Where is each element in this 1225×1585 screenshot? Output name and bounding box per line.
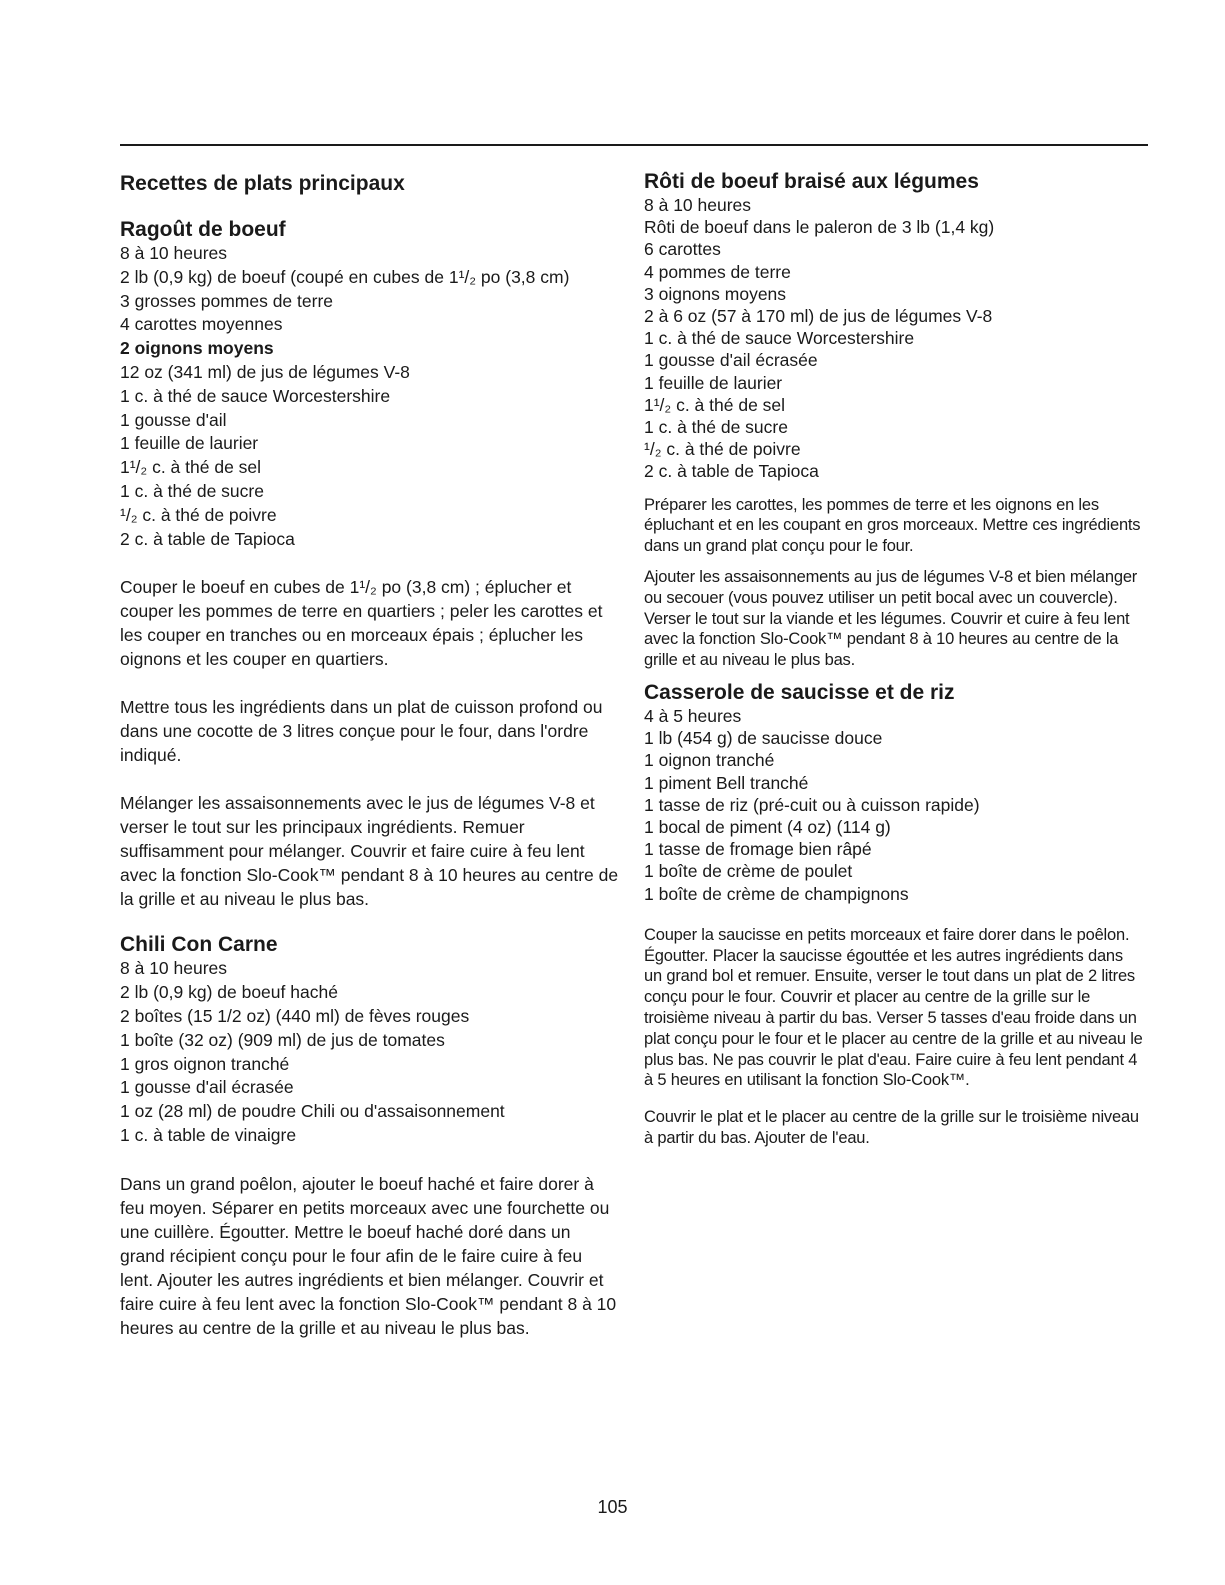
instruction-paragraph: Couper le boeuf en cubes de 1¹/₂ po (3,8 cm) ; éplucher et couper les pommes de terre en quartiers ; peler les carottes et les couper en tranches ou en morceaux épais ; éplucher les oignons et les couper en quartiers. <box>120 577 603 670</box>
ingredient: ¹/₂ c. à thé de poivre <box>120 504 277 525</box>
ingredient: 2 c. à table de Tapioca <box>644 461 819 482</box>
recipe-title-chili: Chili Con Carne <box>120 933 278 957</box>
ingredient: 3 oignons moyens <box>644 283 787 304</box>
recipe-title-casserole: Casserole de saucisse et de riz <box>644 681 955 705</box>
ingredient: 1 c. à table de vinaigre <box>120 1124 297 1145</box>
instruction-paragraph: Mettre tous les ingrédients dans un plat de cuisson profond ou dans une cocotte de 3 litres conçue pour le four, dans l'ordre indiqué. <box>120 697 603 766</box>
ingredient: 4 à 5 heures <box>644 706 742 727</box>
ingredient: Rôti de boeuf dans le paleron de 3 lb (1,4 kg) <box>644 217 995 238</box>
ingredient: 1¹/₂ c. à thé de sel <box>120 457 262 478</box>
header-rule <box>120 144 1148 146</box>
ingredient: 8 à 10 heures <box>644 195 752 215</box>
ingredient: 6 carottes <box>644 239 721 260</box>
recipe-title-ragout: Ragoût de boeuf <box>120 218 286 241</box>
ingredient: 1 c. à thé de sucre <box>120 480 264 501</box>
ingredient-list-ragout <box>120 242 620 551</box>
ingredient: 1 tasse de riz (pré-cuit ou à cuisson rapide) <box>644 794 980 815</box>
ingredient: 2 à 6 oz (57 à 170 ml) de jus de légumes V-8 <box>644 306 993 327</box>
ingredient: 1¹/₂ c. à thé de sel <box>644 394 786 415</box>
ingredient-list-casserole <box>644 705 1144 905</box>
ingredient: 8 à 10 heures <box>120 958 228 979</box>
ingredient-list-roti <box>644 194 1144 483</box>
ingredient: 1 bocal de piment (4 oz) (114 g) <box>644 817 891 838</box>
ingredient: 2 lb (0,9 kg) de boeuf (coupé en cubes de 1¹/₂ po (3,8 cm) <box>120 266 570 287</box>
ingredient: 1 c. à thé de sauce Worcestershire <box>120 385 391 406</box>
ingredient: 2 boîtes (15 1/2 oz) (440 ml) de fèves rouges <box>120 1005 470 1026</box>
ingredient: 1 c. à thé de sucre <box>644 417 788 438</box>
ingredient: 4 carottes moyennes <box>120 314 283 335</box>
ingredient: 2 lb (0,9 kg) de boeuf haché <box>120 982 338 1003</box>
ingredient: 2 oignons moyens <box>120 338 274 359</box>
instruction-paragraph: Mélanger les assaisonnements avec le jus de légumes V-8 et verser le tout sur les principaux ingrédients. Remuer suffisamment pour mélanger. Couvrir et faire cuire à feu lent avec la fonction Slo-Cook™ pendant 8 à 10 heures au centre de la grille et au niveau le plus bas. <box>120 793 619 910</box>
ingredient: 1 tasse de fromage bien râpé <box>644 839 872 860</box>
ingredient: 1 boîte de crème de poulet <box>644 861 853 882</box>
ingredient: 1 feuille de laurier <box>120 433 259 454</box>
ingredient: 3 grosses pommes de terre <box>120 290 334 311</box>
ingredient-list-chili <box>120 957 620 1147</box>
ingredient: 1 oignon tranché <box>644 750 775 771</box>
ingredient: 1 gousse d'ail écrasée <box>644 350 818 371</box>
instruction-paragraph: Couvrir le plat et le placer au centre de la grille sur le troisième niveau à partir du bas. Ajouter de l'eau. <box>644 1108 1139 1148</box>
ingredient: 1 boîte de crème de champignons <box>644 883 909 904</box>
recipe-title-roti: Rôti de boeuf braisé aux légumes <box>644 170 979 193</box>
page-number: 105 <box>597 1497 628 1517</box>
right-column <box>644 170 1144 1149</box>
ingredient: 1 gousse d'ail écrasée <box>120 1077 294 1098</box>
ingredient: 12 oz (341 ml) de jus de légumes V-8 <box>120 361 410 382</box>
section-title: Recettes de plats principaux <box>120 172 405 195</box>
left-column <box>120 170 620 1340</box>
ingredient: 1 gousse d'ail <box>120 409 227 430</box>
ingredient: 1 piment Bell tranché <box>644 772 809 793</box>
ingredient: ¹/₂ c. à thé de poivre <box>644 439 801 460</box>
ingredient: 8 à 10 heures <box>120 243 228 263</box>
ingredient: 1 boîte (32 oz) (909 ml) de jus de tomates <box>120 1029 445 1050</box>
ingredient: 1 lb (454 g) de saucisse douce <box>644 728 883 749</box>
instruction-paragraph: Préparer les carottes, les pommes de terre et les oignons en les épluchant et en les coupant en gros morceaux. Mettre ces ingrédients dans un grand plat conçu pour le four. <box>644 495 1141 556</box>
ingredient: 1 feuille de laurier <box>644 372 783 393</box>
instruction-paragraph: Dans un grand poêlon, ajouter le boeuf haché et faire dorer à feu moyen. Séparer en petits morceaux avec une fourchette ou une cuillère. Égoutter. Mettre le boeuf haché doré dans un grand récipient conçu pour le four afin de le faire cuire à feu lent. Ajouter les autres ingrédients et bien mélanger. Couvrir et faire cuire à feu lent avec la fonction Slo-Cook™ pendant 8 à 10 heures au centre de la grille et au niveau le plus bas. <box>120 1173 617 1338</box>
ingredient: 1 oz (28 ml) de poudre Chili ou d'assaisonnement <box>120 1101 505 1122</box>
instruction-paragraph: Ajouter les assaisonnements au jus de légumes V-8 et bien mélanger ou secouer (vous pouvez utiliser un petit bocal avec un couvercle). Verser le tout sur la viande et les légumes. Couvrir et cuire à feu lent avec la fonction Slo-Cook™ pendant 8 à 10 heures au centre de la grille et au niveau le plus bas. <box>644 568 1138 670</box>
ingredient: 1 gros oignon tranché <box>120 1053 290 1074</box>
ingredient: 1 c. à thé de sauce Worcestershire <box>644 328 915 349</box>
ingredient: 2 c. à table de Tapioca <box>120 528 295 549</box>
ingredient: 4 pommes de terre <box>644 261 791 282</box>
instruction-paragraph: Couper la saucisse en petits morceaux et faire dorer dans le poêlon. Égoutter. Placer la saucisse égouttée et les autres ingrédients dans un grand bol et remuer. Ensuite, verser le tout dans un plat de 2 litres conçu pour le four. Couvrir et placer au centre de la grille sur le troisième niveau à partir du bas. Verser 5 tasses d'eau froide dans un plat conçu pour le four et le placer au centre de la grille et au niveau le plus bas. Ne pas couvrir le plat d'eau. Faire cuire à feu lent pendant 4 à 5 heures en utilisant la fonction Slo-Cook™. <box>644 925 1143 1090</box>
